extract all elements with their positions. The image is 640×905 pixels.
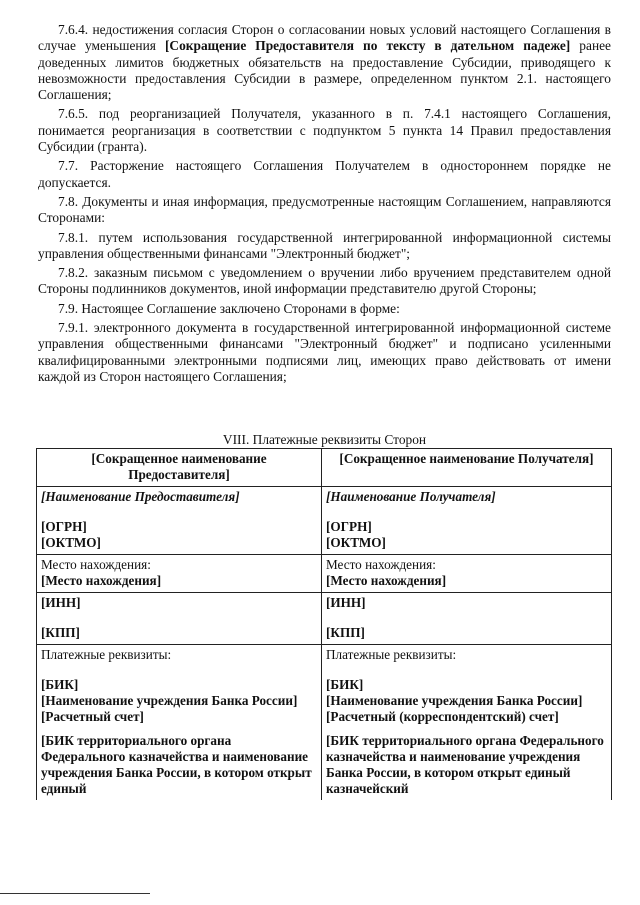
payment-details-table [36, 448, 612, 800]
clause-paragraph [38, 265, 611, 298]
clause-text: 7.8. Документы и иная информация, предусмотренные настоящим Соглашением, направляются Сторонами: [38, 193, 611, 226]
clause-text: 7.6.4. недостижения согласия Сторон о согласовании новых условий настоящего Соглашения в случае уменьшения [38, 22, 611, 54]
clause-paragraph [38, 158, 611, 191]
recipient-location-value: [Место нахождения] [326, 573, 447, 588]
section-title: VIII. Платежные реквизиты Сторон [222, 432, 427, 447]
recipient-location-label: Место нахождения: [326, 557, 436, 572]
recipient-header: [Сокращенное наименование Получателя] [322, 449, 612, 487]
provider-location-cell [37, 555, 322, 593]
clause-text: 7.8.2. заказным письмом с уведомлением о вручении либо вручением представителем одной Стороны подлинников документов, иной информации представителю другой Стороны; [38, 265, 611, 297]
recipient-names-cell [322, 487, 612, 555]
recipient-kpp: [КПП] [326, 625, 365, 640]
agreement-clauses [38, 22, 611, 388]
provider-names-cell [37, 487, 322, 555]
names-row [37, 487, 612, 555]
recipient-account: [Расчетный (корреспондентский) счет] [326, 709, 559, 724]
provider-kpp: [КПП] [41, 625, 80, 640]
provider-payment-cell [37, 645, 322, 801]
provider-bik: [БИК] [41, 677, 79, 692]
provider-treasury-details: [БИК территориального органа Федерального казначейства и наименование учреждения Банка России, в котором открыт единый [41, 733, 312, 796]
provider-bank-name: [Наименование учреждения Банка России] [41, 693, 298, 708]
footnote-separator [0, 893, 150, 894]
provider-location-value: [Место нахождения] [41, 573, 162, 588]
clause-emphasis: [Сокращение Предоставителя по тексту в дательном падеже] [164, 38, 571, 54]
payment-row [37, 645, 612, 801]
clause-text: 7.7. Расторжение настоящего Соглашения Получателем в одностороннем порядке не допускается. [38, 158, 611, 190]
clause-text: ранее доведенных лимитов бюджетных обязательств на предоставление Субсидии, приводящего к невозможности предоставления Субсидии в размере, определенном пунктом 2.1. настоящего Соглашения; [38, 38, 611, 103]
table-header-row [37, 449, 612, 487]
clause-text: 7.8.1. путем использования государственной интегрированной информационной системы управления общественными финансами "Электронный бюджет"; [38, 229, 611, 261]
clause-paragraph [38, 22, 611, 103]
recipient-bik: [БИК] [326, 677, 364, 692]
provider-location-label: Место нахождения: [41, 557, 151, 572]
recipient-treasury-details: [БИК территориального органа Федерального казначейства и наименование учреждения Банка России, в котором открыт единый казначейский [326, 733, 604, 796]
provider-header: [Сокращенное наименование Предоставителя] [37, 449, 322, 487]
provider-inn: [ИНН] [41, 595, 81, 610]
provider-account: [Расчетный счет] [41, 709, 144, 724]
recipient-ogrn: [ОГРН] [326, 519, 372, 534]
provider-tax-cell [37, 593, 322, 645]
clause-paragraph [38, 230, 611, 263]
clause-paragraph [38, 320, 611, 385]
clause-text: 7.9.1. электронного документа в государственной интегрированной информационной системе управления общественными финансами "Электронный бюджет" и подписано усиленными квалифицированными электронными подписями лиц, имеющих право действовать от имени каждой из Сторон настоящего Соглашения; [38, 320, 611, 384]
tax-ids-row [37, 593, 612, 645]
clause-text: 7.9. Настоящее Соглашение заключено Сторонами в форме: [58, 300, 400, 316]
clause-text: 7.6.5. под реорганизацией Получателя, указанного в п. 7.4.1 настоящего Соглашения, понимается реорганизация в соответствии с подпунктом 5 пункта 14 Правил предоставления Субсидии (гранта). [38, 106, 611, 155]
recipient-oktmo: [ОКТМО] [326, 535, 386, 550]
recipient-bank-name: [Наименование учреждения Банка России] [326, 693, 583, 708]
recipient-payment-cell [322, 645, 612, 801]
location-row [37, 555, 612, 593]
provider-name: [Наименование Предоставителя] [41, 489, 240, 504]
clause-paragraph [38, 301, 611, 317]
provider-payment-label: Платежные реквизиты: [41, 647, 172, 662]
provider-oktmo: [ОКТМО] [41, 535, 101, 550]
clause-paragraph [38, 194, 611, 227]
recipient-payment-label: Платежные реквизиты: [326, 647, 457, 662]
recipient-tax-cell [322, 593, 612, 645]
recipient-name: [Наименование Получателя] [326, 489, 496, 504]
recipient-inn: [ИНН] [326, 595, 366, 610]
clause-paragraph [38, 106, 611, 155]
provider-ogrn: [ОГРН] [41, 519, 87, 534]
recipient-location-cell [322, 555, 612, 593]
